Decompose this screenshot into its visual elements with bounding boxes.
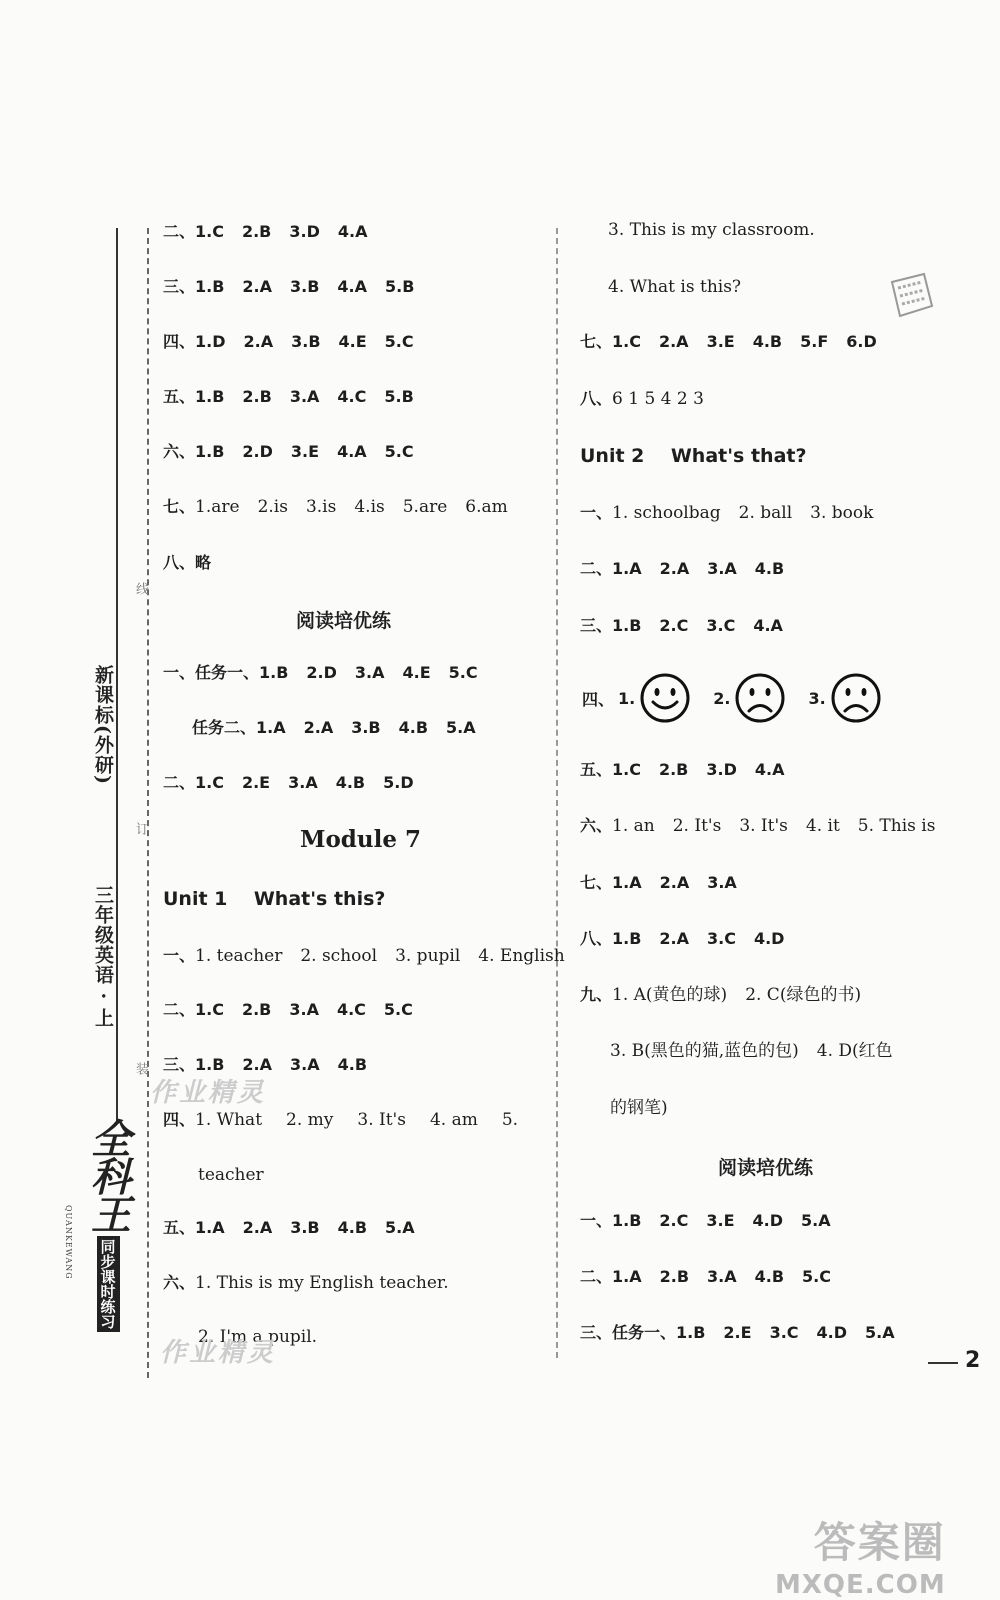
section-title-reading: 阅读培优练 — [718, 1157, 814, 1179]
answer-row: 五、1.A 2.A 3.B 4.B 5.A — [163, 1218, 415, 1237]
answer-row: 一、1. schoolbag 2. ball 3. book — [580, 503, 874, 523]
answer-row: 八、6 1 5 4 2 3 — [580, 389, 704, 409]
answer-row: 六、1. This is my English teacher. — [163, 1273, 449, 1293]
answer-row: 九、1. A(黄色的球) 2. C(绿色的书) — [580, 985, 862, 1005]
answer-row: 二、1.A 2.B 3.A 4.B 5.C — [580, 1267, 831, 1286]
answer-row: 六、1. an 2. It's 3. It's 4. it 5. This is — [580, 816, 936, 836]
bind-mark-xian: 线 — [133, 582, 148, 595]
book-title: 三年级英语 · 上 — [92, 885, 114, 1028]
brand-pinyin: QUANKEWANG — [64, 1205, 73, 1280]
section-title-reading: 阅读培优练 — [296, 610, 392, 632]
answer-row: 一、1.B 2.C 3.E 4.D 5.A — [580, 1211, 831, 1230]
answer-row: 三、1.B 2.A 3.A 4.B — [163, 1055, 368, 1074]
answer-row: 八、1.B 2.A 3.C 4.D — [580, 929, 785, 948]
answer-row: 三、任务一、1.B 2.E 3.C 4.D 5.A — [580, 1323, 895, 1342]
footer-rule — [928, 1362, 958, 1364]
stamp-icon — [884, 268, 936, 320]
answer-row: 七、1.A 2.A 3.A — [580, 873, 737, 892]
edition-label: 新课标(外研) — [92, 665, 114, 785]
watermark: 作业精灵 — [150, 1078, 267, 1108]
answer-row: 二、1.C 2.B 3.D 4.A — [163, 222, 368, 241]
answer-row: 四、1. What 2. my 3. It's 4. am 5. — [163, 1110, 519, 1130]
answer-row: 4. What is this? — [608, 277, 742, 297]
answer-row: 三、1.B 2.C 3.C 4.A — [580, 616, 783, 635]
answer-row: teacher — [198, 1165, 264, 1185]
answer-row: 七、1.C 2.A 3.E 4.B 5.F 6.D — [580, 332, 877, 351]
answer-row: 二、1.A 2.A 3.A 4.B — [580, 559, 785, 578]
spine-cut-line — [147, 228, 149, 1378]
happy-face-icon — [639, 672, 691, 724]
answer-row: 的钢笔) — [610, 1098, 668, 1118]
site-watermark — [775, 1510, 946, 1600]
answer-row: 任务二、1.A 2.A 3.B 4.B 5.A — [192, 718, 476, 737]
brand-name: 全科王 — [84, 1118, 132, 1232]
unit1-title: Unit 1 What's this? — [163, 888, 386, 910]
answer-row: 八、略 — [163, 553, 212, 572]
faces-row: 四、 1. 2. 3. — [582, 672, 882, 724]
watermark: 作业精灵 — [160, 1338, 277, 1368]
answer-row: 一、1. teacher 2. school 3. pupil 4. English — [163, 946, 565, 966]
answer-row: 七、1.are 2.is 3.is 4.is 5.are 6.am — [163, 497, 508, 517]
answer-row: 五、1.C 2.B 3.D 4.A — [580, 760, 785, 779]
answer-row: 二、1.C 2.B 3.A 4.C 5.C — [163, 1000, 413, 1019]
site-watermark-text: 答案圈 — [813, 1518, 946, 1567]
brand-series: 同步课时练习 — [97, 1236, 120, 1332]
sad-face-icon — [734, 672, 786, 724]
site-watermark-url: MXQE.COM — [775, 1570, 946, 1600]
answer-row: 3. This is my classroom. — [608, 220, 815, 240]
unit2-title: Unit 2 What's that? — [580, 445, 807, 467]
bind-mark-zhuang: 装 — [133, 1062, 148, 1075]
answer-row: 2. I'm a pupil. — [198, 1327, 318, 1347]
bind-mark-ding: 订 — [133, 822, 148, 835]
answer-row: 四、1.D 2.A 3.B 4.E 5.C — [163, 332, 414, 351]
sad-face-icon — [830, 672, 882, 724]
answer-row: 3. B(黑色的猫,蓝色的包) 4. D(红色 — [610, 1041, 893, 1061]
brand-logo — [74, 1118, 142, 1378]
answer-row: 二、1.C 2.E 3.A 4.B 5.D — [163, 773, 414, 792]
answer-row: 三、1.B 2.A 3.B 4.A 5.B — [163, 277, 415, 296]
module-title: Module 7 — [300, 826, 421, 853]
answer-row: 六、1.B 2.D 3.E 4.A 5.C — [163, 442, 414, 461]
answer-row: 五、1.B 2.B 3.A 4.C 5.B — [163, 387, 414, 406]
page-number: 2 — [965, 1348, 981, 1373]
answer-row: 一、任务一、1.B 2.D 3.A 4.E 5.C — [163, 663, 478, 682]
column-divider — [556, 228, 558, 1358]
